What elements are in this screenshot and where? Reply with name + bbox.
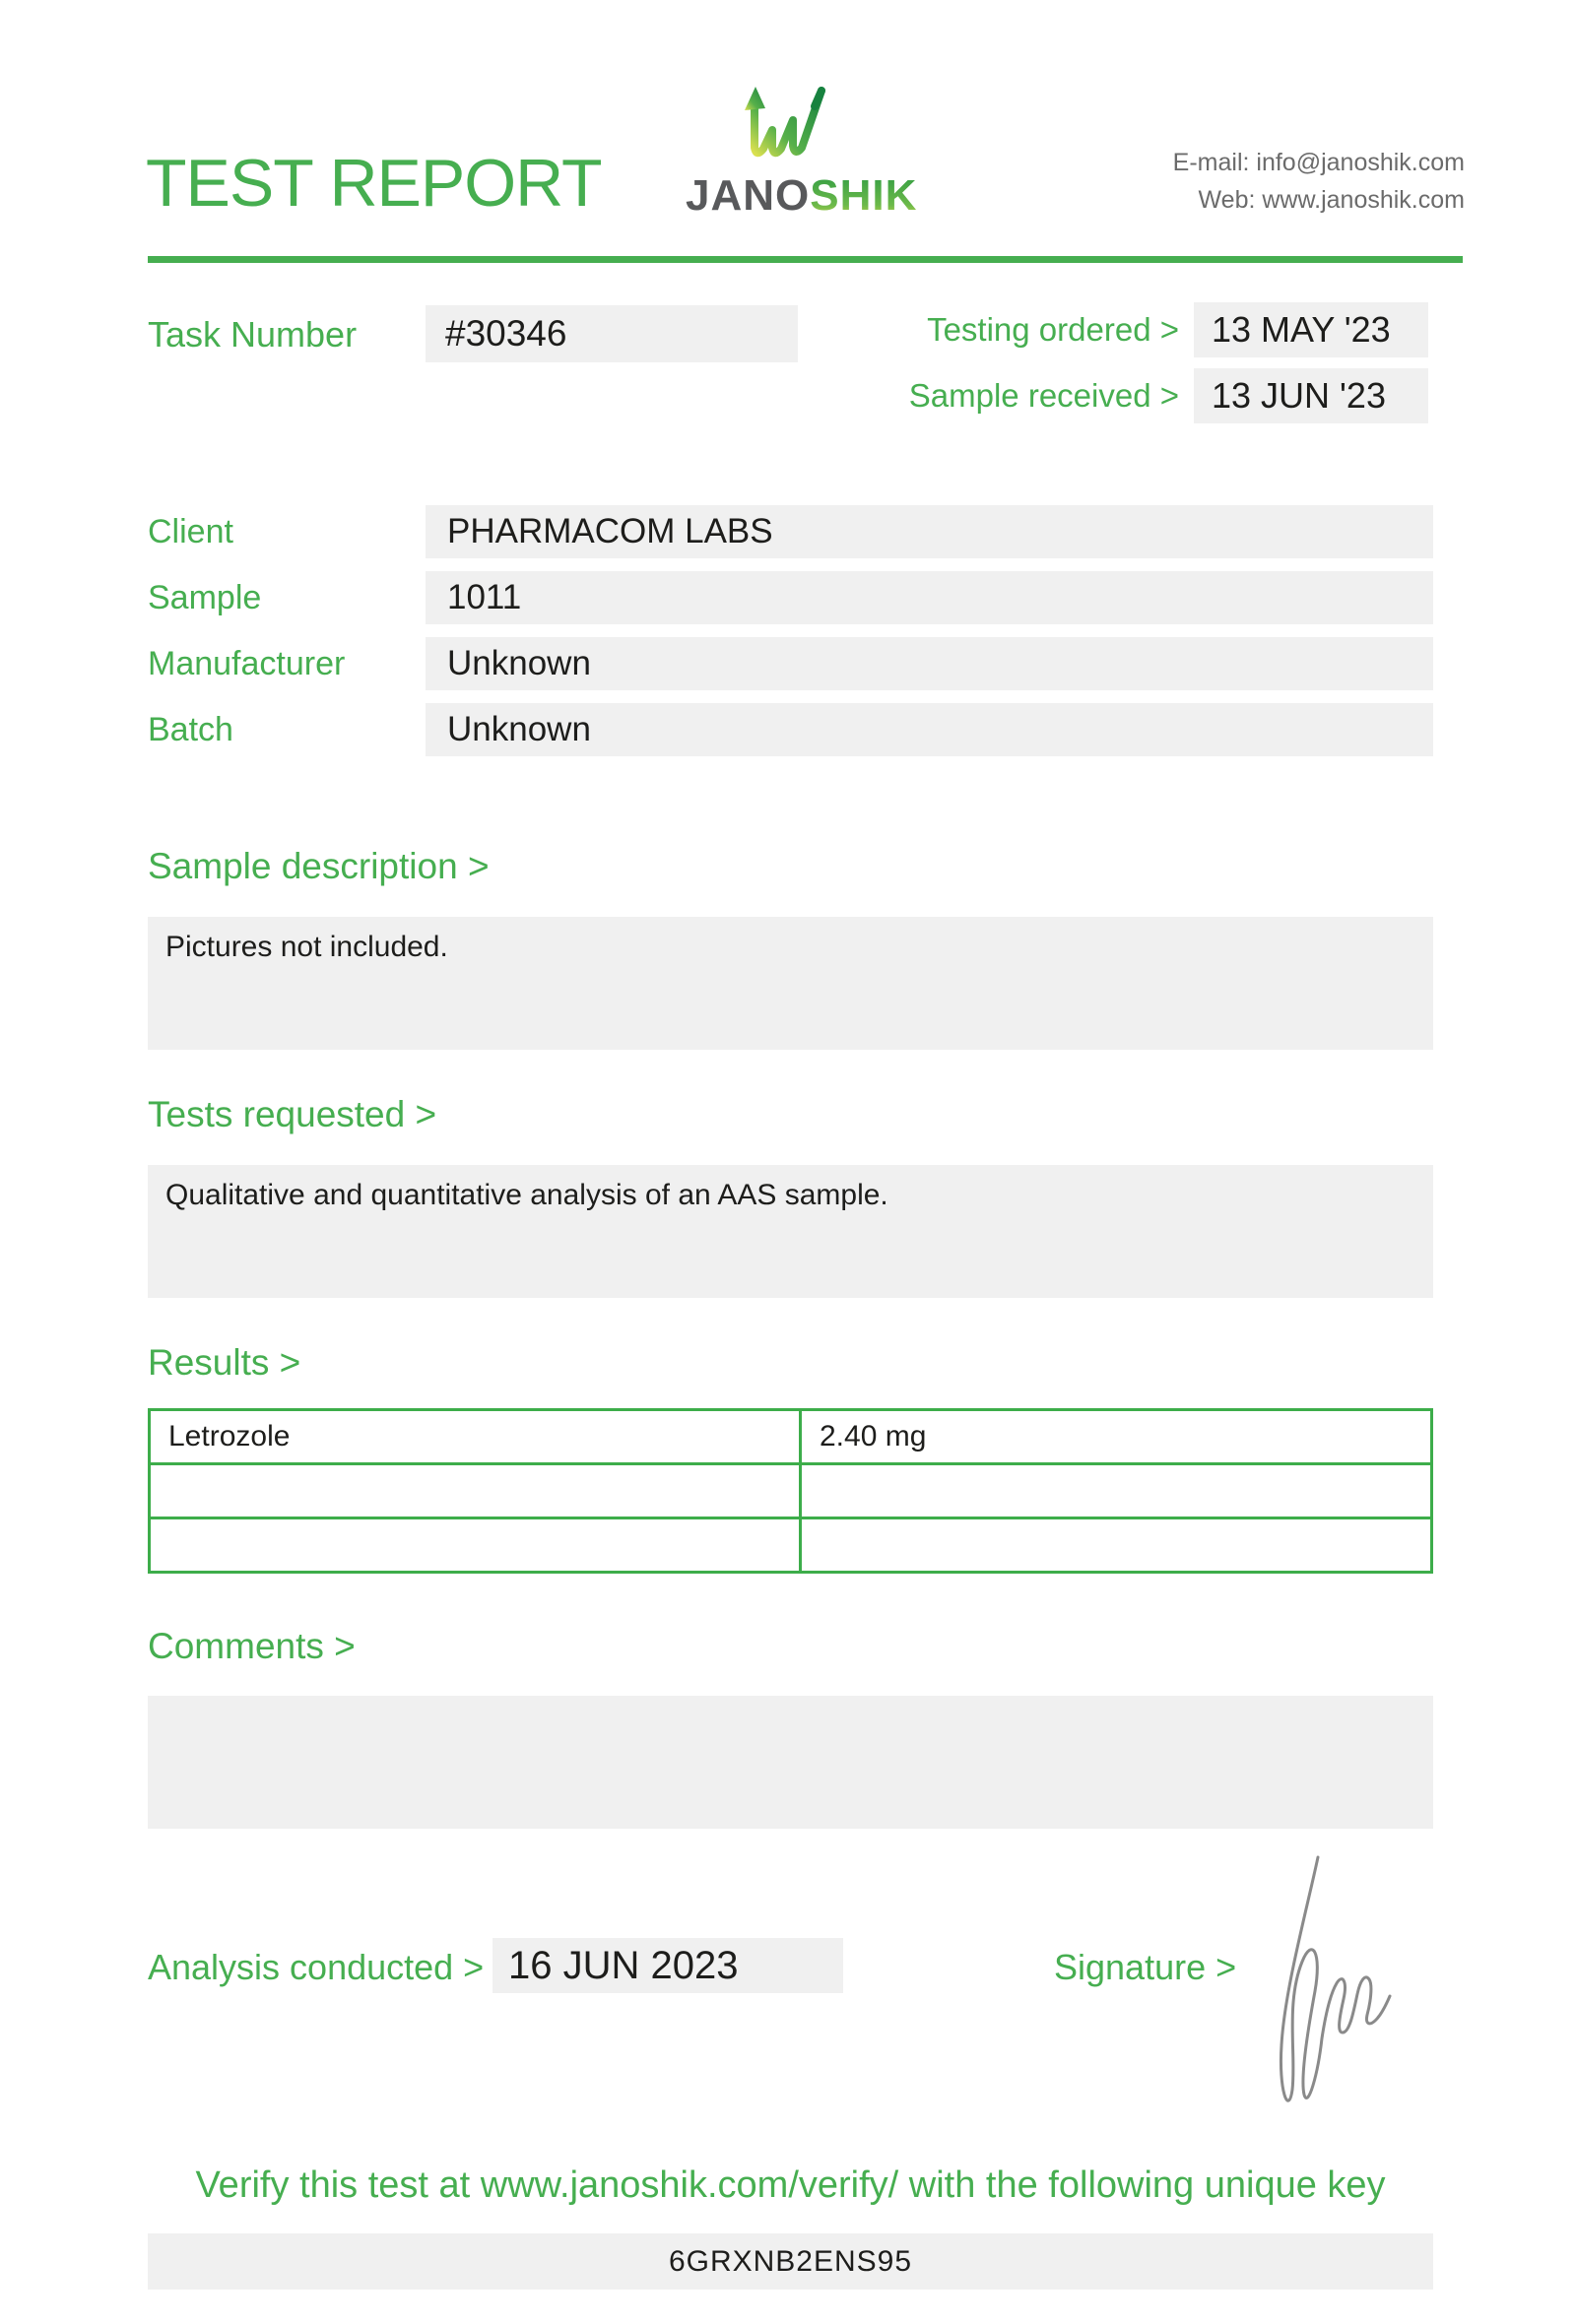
analysis-date-field bbox=[492, 1938, 843, 1993]
sample-description-heading: Sample description > bbox=[148, 846, 490, 886]
client-label: Client bbox=[148, 513, 233, 550]
task-number-field bbox=[426, 305, 798, 362]
batch-value: Unknown bbox=[426, 703, 1433, 756]
header-divider bbox=[148, 256, 1463, 263]
sample-label: Sample bbox=[148, 579, 262, 616]
sample-value: 1011 bbox=[426, 571, 1433, 624]
testing-ordered-field bbox=[1194, 302, 1428, 357]
comments-box bbox=[148, 1696, 1433, 1829]
growth-chart-icon bbox=[745, 87, 821, 153]
client-value: PHARMACOM LABS bbox=[426, 505, 1433, 558]
manufacturer-value: Unknown bbox=[426, 637, 1433, 690]
contact-email: E-mail: info@janoshik.com bbox=[1172, 149, 1465, 176]
result-substance-cell: Letrozole bbox=[151, 1411, 799, 1462]
results-heading: Results > bbox=[148, 1342, 301, 1383]
analysis-date-value: 16 JUN 2023 bbox=[508, 1944, 739, 1987]
task-number-label: Task Number bbox=[148, 314, 358, 355]
task-number-value: #30346 bbox=[445, 313, 567, 354]
contact-web: Web: www.janoshik.com bbox=[1198, 186, 1465, 214]
sample-received-value: 13 JUN '23 bbox=[1212, 375, 1386, 416]
svg-text:JANOSHIK bbox=[686, 171, 917, 217]
result-amount-cell bbox=[802, 1519, 1430, 1571]
verify-instruction: Verify this test at www.janoshik.com/verify/ with the following unique key bbox=[195, 2164, 1386, 2206]
janoshik-logo bbox=[668, 69, 924, 217]
verify-key-box: 6GRXNB2ENS95 bbox=[148, 2233, 1433, 2290]
result-amount-cell: 2.40 mg bbox=[802, 1411, 1430, 1462]
tests-requested-heading: Tests requested > bbox=[148, 1094, 437, 1134]
signature-label: Signature > bbox=[1054, 1947, 1237, 1987]
page-title: TEST REPORT bbox=[146, 146, 602, 221]
sample-received-field bbox=[1194, 368, 1428, 423]
analysis-conducted-label: Analysis conducted > bbox=[148, 1947, 485, 1987]
logo-text-green: SHIK bbox=[810, 171, 918, 217]
signature-image bbox=[1253, 1843, 1401, 2139]
logo-text-gray: JANO bbox=[686, 171, 811, 217]
sample-description-box: Pictures not included. bbox=[148, 917, 1433, 1050]
batch-label: Batch bbox=[148, 711, 233, 748]
tests-requested-box: Qualitative and quantitative analysis of an AAS sample. bbox=[148, 1165, 1433, 1298]
result-amount-cell bbox=[802, 1465, 1430, 1517]
comments-heading: Comments > bbox=[148, 1626, 356, 1666]
testing-ordered-label: Testing ordered > bbox=[927, 311, 1179, 348]
contact-block bbox=[1173, 144, 1465, 219]
testing-ordered-value: 13 MAY '23 bbox=[1212, 309, 1391, 350]
manufacturer-label: Manufacturer bbox=[148, 645, 346, 682]
results-table bbox=[148, 1408, 1433, 1574]
sample-received-label: Sample received > bbox=[908, 377, 1179, 414]
result-substance-cell bbox=[151, 1465, 799, 1517]
result-substance-cell bbox=[151, 1519, 799, 1571]
